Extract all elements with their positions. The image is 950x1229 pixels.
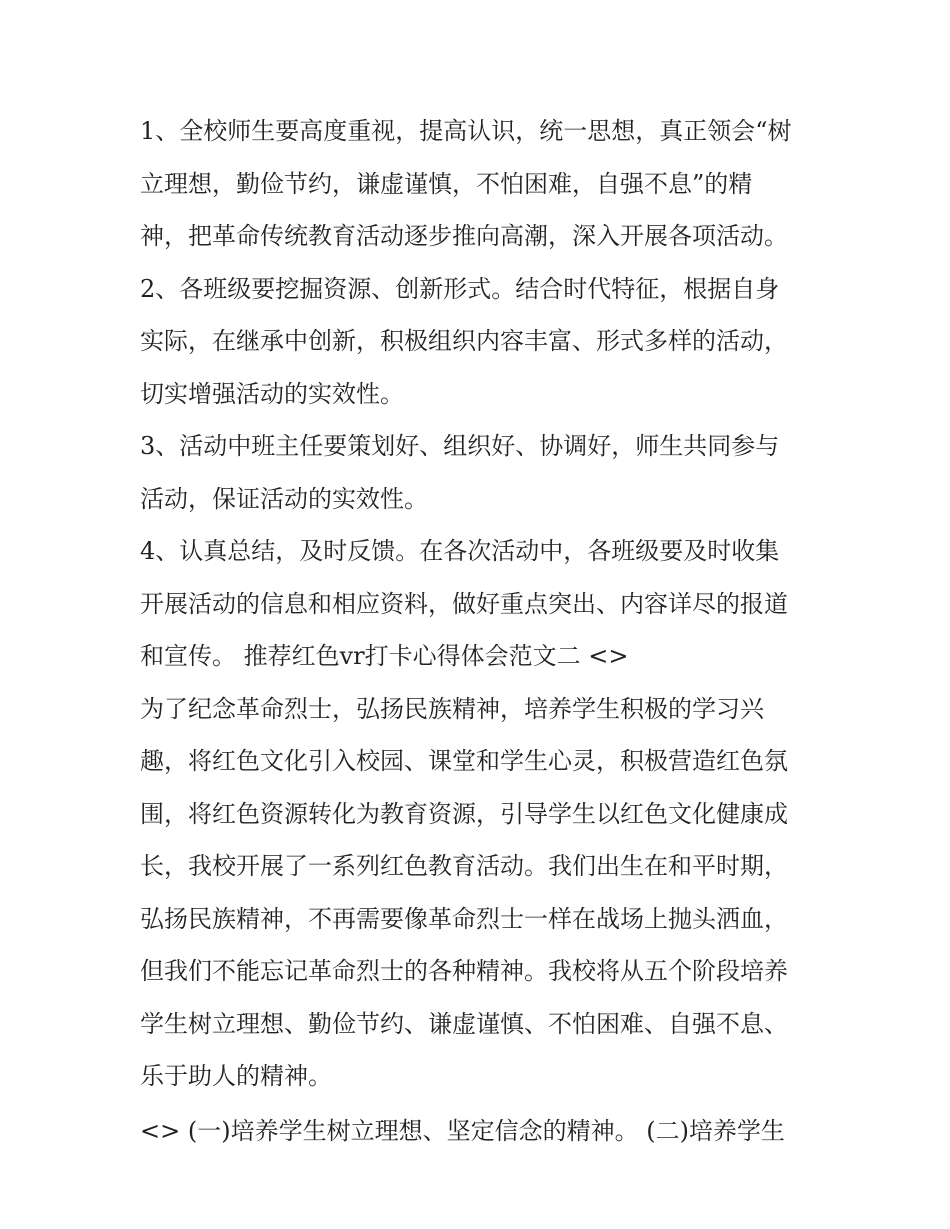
- text-line: 和宣传。 推荐红色vr打卡心得体会范文二 <>: [140, 642, 629, 670]
- text-line: 实际，在继承中创新，积极组织内容丰富、形式多样的活动，: [140, 327, 788, 355]
- text-line: 2、各班级要挖掘资源、创新形式。结合时代特征，根据自身: [140, 274, 780, 303]
- document-body: [140, 110, 830, 1163]
- text-line: 弘扬民族精神，不再需要像革命烈士一样在战场上抛头洒血，: [140, 904, 788, 933]
- text-line: <> (一)培养学生树立理想、坚定信念的精神。 (二)培养学生: [140, 1117, 785, 1145]
- text-line: 学生树立理想、勤俭节约、谦虚谨慎、不怕困难、自强不息、: [140, 1009, 788, 1038]
- text-line: 切实增强活动的实效性。: [140, 379, 404, 408]
- text-line: 围，将红色资源转化为教育资源，引导学生以红色文化健康成: [140, 799, 788, 828]
- text-line: 活动，保证活动的实效性。: [140, 484, 428, 513]
- text-line: 但我们不能忘记革命烈士的各种精神。我校将从五个阶段培养: [140, 957, 788, 985]
- text-line: 3、活动中班主任要策划好、组织好、协调好，师生共同参与: [140, 432, 780, 460]
- text-line: 神，把革命传统教育活动逐步推向高潮，深入开展各项活动。: [140, 222, 788, 250]
- text-line: 乐于助人的精神。: [140, 1062, 332, 1090]
- text-line: 为了纪念革命烈士，弘扬民族精神，培养学生积极的学习兴: [140, 694, 764, 723]
- text-line: 开展活动的信息和相应资料，做好重点突出、内容详尽的报道: [140, 589, 788, 618]
- text-line: 趣，将红色文化引入校园、课堂和学生心灵，积极营造红色氛: [140, 747, 788, 775]
- text-line: 长，我校开展了一系列红色教育活动。我们出生在和平时期，: [140, 852, 788, 880]
- text-line: 4、认真总结，及时反馈。在各次活动中，各班级要及时收集: [140, 537, 780, 565]
- text-line: 1、全校师生要高度重视，提高认识，统一思想，真正领会“树: [140, 117, 792, 145]
- text-line: 立理想，勤俭节约，谦虚谨慎，不怕困难，自强不息”的精: [140, 169, 753, 198]
